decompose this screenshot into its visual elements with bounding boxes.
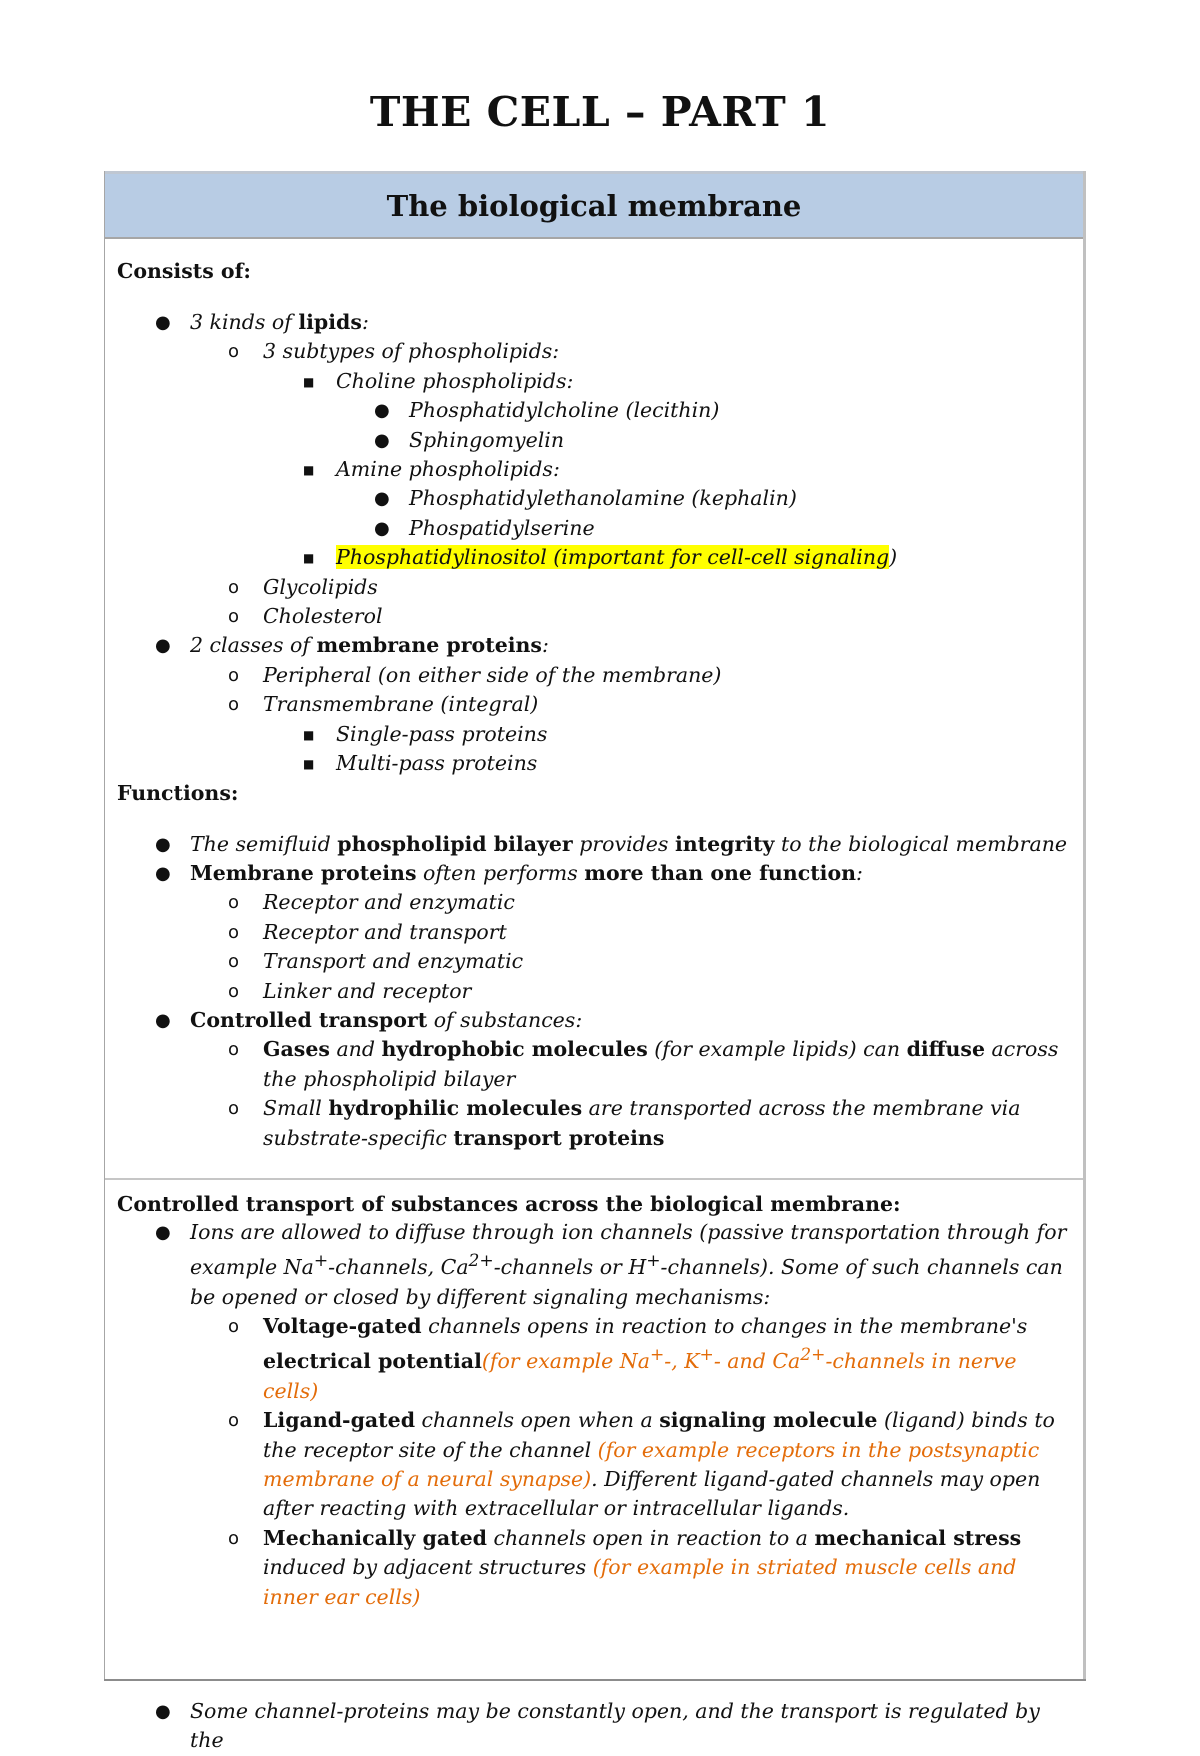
section-header-text: The biological membrane — [386, 188, 802, 223]
list-item: ● 3 kinds of lipids: — [155, 310, 369, 334]
list-item: ■ Single-pass proteins — [303, 721, 548, 746]
list-item: ● Phosphatidylcholine (lecithin) — [374, 398, 720, 423]
list-item: ● Membrane proteins often performs more than one function: — [155, 860, 863, 885]
list-item: ■ Amine phospholipids: — [303, 457, 560, 482]
example-text: (for example in striated muscle cells and inner ear cells) — [263, 1555, 1017, 1609]
table-bottom-border — [104, 1679, 1086, 1681]
transport-heading: Controlled transport of substances across the biological membrane: — [117, 1192, 901, 1216]
consists-heading: Consists of: — [117, 259, 251, 283]
content-table — [104, 171, 1086, 1753]
highlighted-text: Phosphatidylinositol (important for cell-cell signaling — [336, 545, 890, 570]
example-text: (for example Na+-, K+- and $Ca^{2+}$-channels in nerve cells) — [263, 1345, 1017, 1403]
list-item: ● Some channel-proteins may be constantly open, and the transport is regulated by the — [155, 1698, 1040, 1753]
list-item: o Small hydrophilic molecules are transported across the membrane via substrate-specific transport proteins — [228, 1096, 1021, 1150]
list-item: o Cholesterol — [228, 604, 383, 629]
list-item: o Ligand-gated channels open when a signaling molecule (ligand) binds to the receptor site of the channel (for example receptors in the postsynaptic membrane of a neural synapse). Different ligand-gated channels may open after reacting with extracellular or intracellular ligands. — [228, 1408, 1055, 1521]
list-item: o Glycolipids — [228, 574, 378, 599]
list-item: o Linker and receptor — [228, 978, 472, 1003]
example-text: (for example receptors in the postsynaptic membrane of a neural synapse) — [263, 1437, 1040, 1491]
list-item: o Transmembrane (integral) — [228, 692, 539, 717]
page-title: THE CELL – PART 1 — [369, 88, 831, 136]
transport-list-continued — [117, 1697, 1073, 1756]
membrane-section — [105, 239, 1083, 1178]
functions-list — [117, 830, 1073, 1153]
list-item: o Transport and enzymatic — [228, 949, 524, 974]
list-item: ● 2 classes of membrane proteins: — [155, 633, 549, 658]
list-item-highlighted: ■ Phosphatidylinositol (important for cell-cell signaling) — [303, 545, 898, 570]
list-item: ● Sphingomyelin — [374, 427, 565, 452]
list-item: ■ Choline phospholipids: — [303, 368, 574, 393]
list-item: o Peripheral (on either side of the membrane) — [228, 662, 722, 687]
list-item: o Receptor and enzymatic — [228, 890, 515, 915]
list-item: o Receptor and transport — [228, 919, 507, 944]
list-item: ● Phosphatidylethanolamine (kephalin) — [374, 486, 797, 511]
list-item: o Voltage-gated channels opens in reaction to changes in the membrane's electrical potential(for example Na+-, K+- and $Ca^{2+}$-channels in nerve cells) — [228, 1314, 1028, 1403]
list-item: ● Controlled transport of substances: — [155, 1007, 583, 1032]
list-item: o 3 subtypes of phospholipids: — [228, 339, 560, 364]
list-item: o Gases and hydrophobic molecules (for example lipids) can diffuse across the phospholipid bilayer — [228, 1037, 1059, 1091]
functions-heading: Functions: — [117, 780, 239, 805]
list-item: ● Ions are allowed to diffuse through ion channels (passive transportation through for example Na+-channels, $Ca^{2+}$-channels or H+-channels). Some of such channels can be opened or closed by different signaling mechanisms: — [155, 1220, 1067, 1309]
transport-section — [105, 1180, 1083, 1756]
list-item: ● Phospatidylserine — [374, 515, 595, 540]
list-item: ■ Multi-pass proteins — [303, 751, 538, 776]
transport-list — [117, 1218, 1073, 1612]
list-item: o Mechanically gated channels open in reaction to a mechanical stress induced by adjacent structures (for example in striated muscle cells and inner ear cells) — [228, 1525, 1022, 1609]
composition-list — [117, 308, 1073, 779]
list-item: ● The semifluid phospholipid bilayer provides integrity to the biological membrane — [155, 831, 1068, 856]
section-header — [105, 171, 1083, 239]
